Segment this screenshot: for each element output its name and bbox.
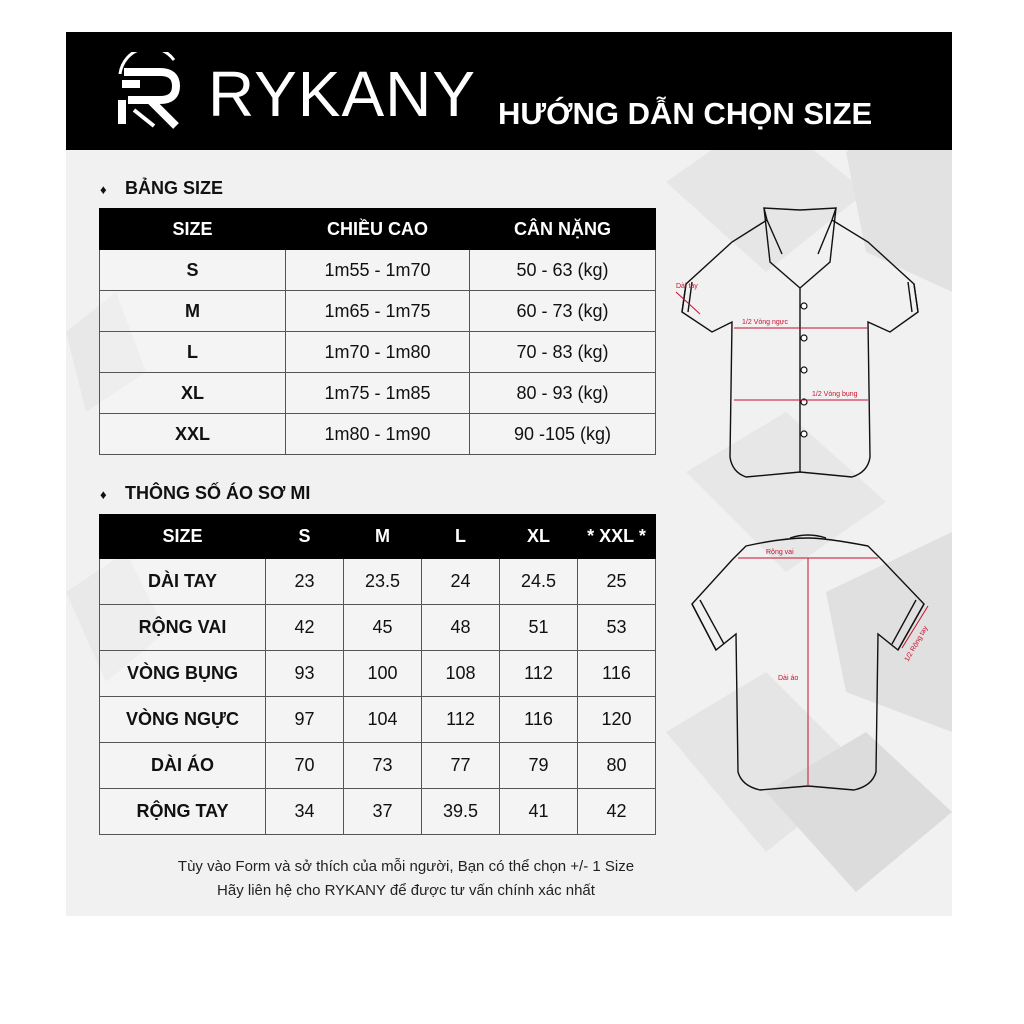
table-cell: 116 — [578, 651, 656, 697]
table-row — [100, 743, 656, 789]
table-cell: 45 — [344, 605, 422, 651]
table-cell: 1m70 - 1m80 — [286, 332, 470, 373]
row-label: M — [100, 291, 286, 332]
table-row — [100, 559, 656, 605]
table-cell: 53 — [578, 605, 656, 651]
row-label: DÀI ÁO — [100, 743, 266, 789]
table-row — [100, 789, 656, 835]
size-table-heading — [100, 177, 223, 201]
chest-label: 1/2 Vòng ngực — [742, 319, 788, 326]
table-cell: 77 — [422, 743, 500, 789]
diamond-bullet-icon: ♦ — [100, 487, 107, 502]
table-row — [100, 373, 656, 414]
table-cell: 1m65 - 1m75 — [286, 291, 470, 332]
column-header: CHIỀU CAO — [286, 209, 470, 250]
rykany-logo-icon — [114, 52, 206, 132]
column-header: SIZE — [100, 209, 286, 250]
waist-label: 1/2 Vòng bụng — [812, 391, 858, 398]
table-cell: 24.5 — [500, 559, 578, 605]
column-header: L — [422, 515, 500, 559]
size-table-title: BẢNG SIZE — [125, 178, 224, 198]
table-cell: 80 - 93 (kg) — [470, 373, 656, 414]
table-cell: 108 — [422, 651, 500, 697]
table-cell: 1m55 - 1m70 — [286, 250, 470, 291]
table-cell: 90 -105 (kg) — [470, 414, 656, 455]
sleeve-width-label: 1/2 Rộng tay — [903, 625, 930, 663]
table-cell: 25 — [578, 559, 656, 605]
guide-title: HƯỚNG DẪN CHỌN SIZE — [498, 96, 873, 131]
table-row — [100, 332, 656, 373]
column-header: * XXL * — [578, 515, 656, 559]
table-cell: 70 — [266, 743, 344, 789]
row-label: VÒNG NGỰC — [100, 697, 266, 743]
header-bar — [66, 32, 952, 150]
spec-table-heading — [100, 482, 310, 506]
row-label: RỘNG VAI — [100, 605, 266, 651]
table-row — [100, 697, 656, 743]
note-line-2: Hãy liên hệ cho RYKANY để được tư vấn chính xác nhất — [217, 882, 595, 899]
table-row — [100, 651, 656, 697]
table-cell: 50 - 63 (kg) — [470, 250, 656, 291]
column-header: M — [344, 515, 422, 559]
table-cell: 24 — [422, 559, 500, 605]
column-header: XL — [500, 515, 578, 559]
table-cell: 48 — [422, 605, 500, 651]
size-table-header-row — [100, 209, 656, 250]
shoulder-width-label: Rộng vai — [766, 549, 794, 556]
column-header: CÂN NẶNG — [470, 209, 656, 250]
note-line-1: Tùy vào Form và sở thích của mỗi người, Bạn có thể chọn +/- 1 Size — [177, 858, 635, 875]
size-guide-card — [66, 32, 952, 916]
row-label: DÀI TAY — [100, 559, 266, 605]
row-label: XXL — [100, 414, 286, 455]
table-cell: 112 — [422, 697, 500, 743]
table-row — [100, 291, 656, 332]
table-cell: 100 — [344, 651, 422, 697]
shirt-length-label: Dài áo — [778, 675, 799, 682]
table-cell: 23 — [266, 559, 344, 605]
table-cell: 23.5 — [344, 559, 422, 605]
spec-table — [99, 514, 656, 835]
spec-table-title: THÔNG SỐ ÁO SƠ MI — [125, 483, 311, 503]
measure-lines — [676, 292, 868, 400]
table-cell: 51 — [500, 605, 578, 651]
table-cell: 112 — [500, 651, 578, 697]
table-row — [100, 605, 656, 651]
diamond-bullet-icon: ♦ — [100, 182, 107, 197]
shirt-front-diagram — [672, 202, 942, 512]
table-cell: 34 — [266, 789, 344, 835]
table-cell: 1m80 - 1m90 — [286, 414, 470, 455]
table-cell: 42 — [578, 789, 656, 835]
table-cell: 120 — [578, 697, 656, 743]
measure-lines — [738, 558, 928, 786]
table-cell: 39.5 — [422, 789, 500, 835]
row-label: RỘNG TAY — [100, 789, 266, 835]
table-cell: 97 — [266, 697, 344, 743]
table-cell: 41 — [500, 789, 578, 835]
sleeve-length-label: Dài tay — [676, 283, 698, 290]
row-label: L — [100, 332, 286, 373]
shirt-back-diagram — [686, 524, 952, 804]
row-label: VÒNG BỤNG — [100, 651, 266, 697]
table-cell: 42 — [266, 605, 344, 651]
row-label: XL — [100, 373, 286, 414]
table-cell: 116 — [500, 697, 578, 743]
table-row — [100, 250, 656, 291]
table-cell: 1m75 - 1m85 — [286, 373, 470, 414]
table-cell: 79 — [500, 743, 578, 789]
brand-name: RYKANY — [208, 58, 477, 130]
column-header: SIZE — [100, 515, 266, 559]
table-cell: 60 - 73 (kg) — [470, 291, 656, 332]
table-cell: 80 — [578, 743, 656, 789]
spec-table-header-row — [100, 515, 656, 559]
table-row — [100, 414, 656, 455]
table-cell: 93 — [266, 651, 344, 697]
table-cell: 73 — [344, 743, 422, 789]
row-label: S — [100, 250, 286, 291]
button-icon — [801, 303, 807, 437]
table-cell: 70 - 83 (kg) — [470, 332, 656, 373]
table-cell: 37 — [344, 789, 422, 835]
table-cell: 104 — [344, 697, 422, 743]
size-table — [99, 208, 656, 455]
shirt-front-outline — [682, 208, 918, 477]
column-header: S — [266, 515, 344, 559]
